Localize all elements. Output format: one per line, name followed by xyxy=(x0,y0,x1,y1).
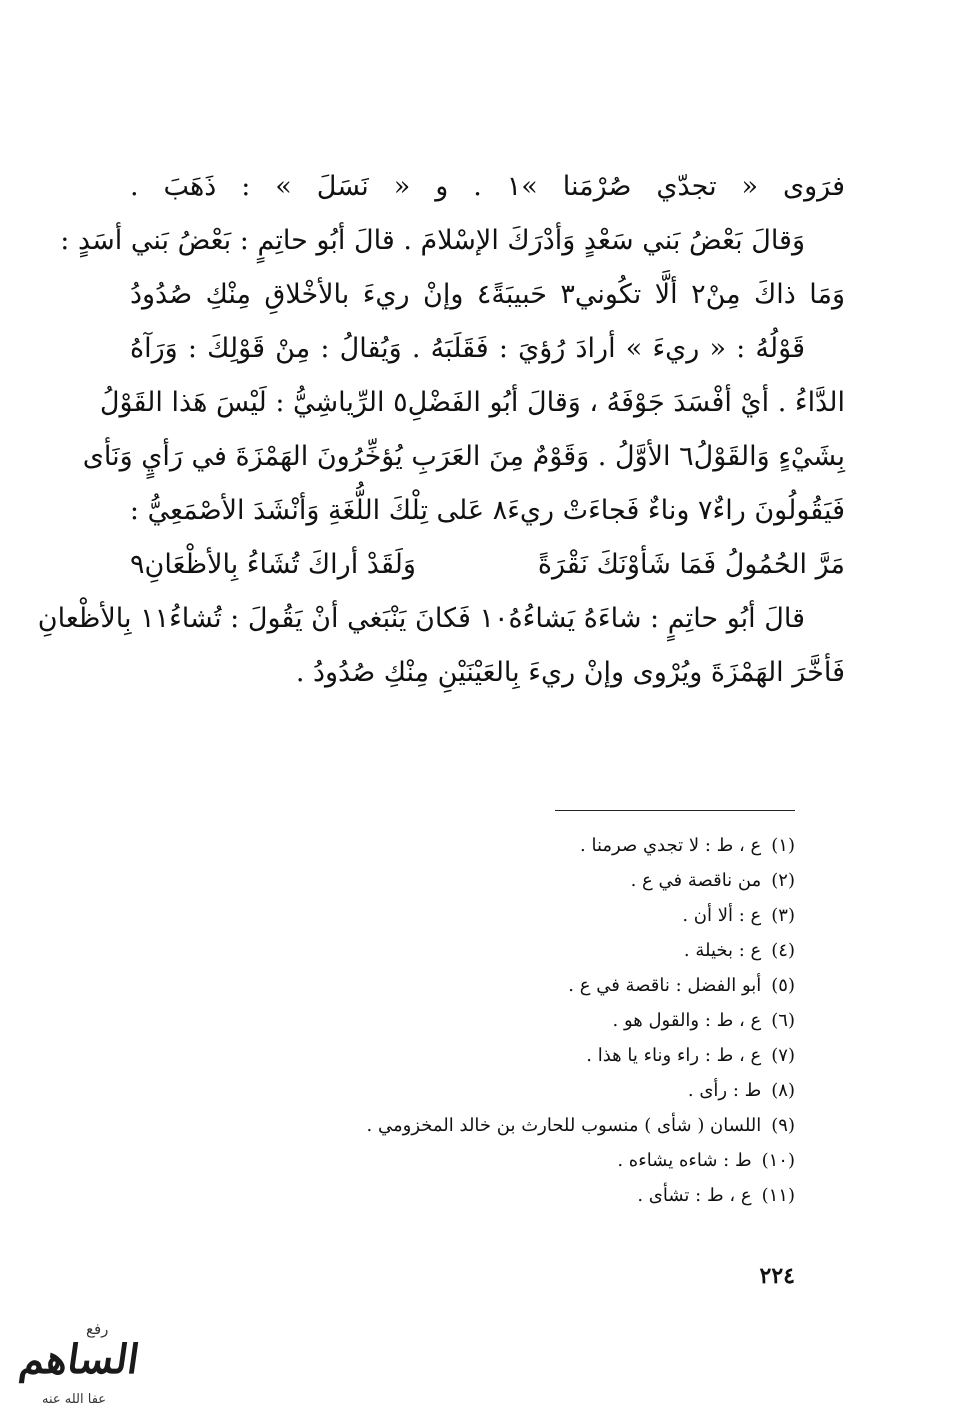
verse-second-hemistich: وَلَقَدْ أراكَ تُشَاءُ بِالأظْعَانِ٩ xyxy=(130,549,416,580)
footnote-text: ع ، ط : راء وناء يا هذا . xyxy=(586,1045,762,1066)
footnote-number: (٧) xyxy=(771,1045,795,1066)
footnote-number: (٤) xyxy=(771,940,795,961)
footnote xyxy=(175,1073,795,1108)
text-line-2: وَقالَ بَعْضُ بَني سَعْدٍ وَأدْرَكَ الإسْلامَ . قالَ أبُو حاتِمٍ : بَعْضُ بَني أسَدٍ : xyxy=(60,225,805,256)
text-line-6: بِشَيْءٍ وَالقَوْلُ٦ الأوَّلُ . وَقَوْمٌ مِنَ العَرَبِ يُؤخِّرُونَ الهَمْزَةَ في رَأيٍ وَنَأى xyxy=(82,441,845,472)
footnote-number: (١١) xyxy=(761,1185,795,1206)
footnote xyxy=(175,828,795,863)
footnote-text: ع ، ط : تشأى . xyxy=(637,1185,752,1206)
text-line-3: وَمَا ذاكَ مِنْ٢ ألَّا تكُوني٣ حَبيبَةً٤ وإنْ ريءَ بالأخْلاقِ مِنْكِ صُدُودُ xyxy=(130,279,845,310)
footnote-text: اللسان ( شأى ) منسوب للحارث بن خالد المخزومي . xyxy=(366,1115,762,1136)
footnote-text: ع ، ط : والقول هو . xyxy=(612,1010,762,1031)
footnote-text: ع : بخيلة . xyxy=(683,940,762,961)
footnote-number: (٢) xyxy=(771,870,795,891)
footnote-text: من ناقصة في ع . xyxy=(630,870,762,891)
footnote-text: ع : ألا أن . xyxy=(682,905,762,926)
footnotes xyxy=(175,828,795,1213)
footnote-separator xyxy=(555,810,795,811)
footnote-text: ع ، ط : لا تجدي صرمنا . xyxy=(580,835,762,856)
main-text xyxy=(37,160,845,700)
watermark-top-text: رفع xyxy=(86,1320,109,1338)
footnote xyxy=(175,1143,795,1178)
footnote-number: (٥) xyxy=(771,975,795,996)
watermark-logo xyxy=(12,1318,162,1418)
footnote-text: ط : شاءه يشاءه . xyxy=(617,1150,752,1171)
footnote xyxy=(175,1003,795,1038)
text-line-5: الدَّاءُ . أيْ أفْسَدَ جَوْفَهُ ، وَقالَ أبُو الفَضْلِ٥ الرِّياشِيُّ : لَيْسَ هَذا القَوْلُ xyxy=(99,387,845,418)
footnote-number: (٦) xyxy=(771,1010,795,1031)
poetry-verse xyxy=(130,538,845,592)
footnote-number: (٣) xyxy=(771,905,795,926)
watermark-main-text: الساهم xyxy=(16,1336,143,1383)
text-line-9: قالَ أبُو حاتِمٍ : شاءَهُ يَشاءُهُ١٠ فَكانَ يَنْبَغي أنْ يَقُولَ : تُشاءُ١١ بِالأظْعانِ xyxy=(37,603,805,634)
verse-first-hemistich: مَرَّ الحُمُولُ فَمَا شَأوْنَكَ نَقْرَةً xyxy=(537,549,845,580)
footnote xyxy=(175,863,795,898)
text-line-10: فَأخَّرَ الهَمْزَةَ ويُرْوى وإنْ ريءَ بِالعَيْنَيْنِ مِنْكِ صُدُودُ . xyxy=(295,657,845,688)
footnote-number: (٨) xyxy=(771,1080,795,1101)
page-number: ٢٢٤ xyxy=(759,1263,795,1289)
footnote xyxy=(175,1178,795,1213)
footnote xyxy=(175,968,795,1003)
footnote-text: أبو الفضل : ناقصة في ع . xyxy=(568,975,762,996)
footnote xyxy=(175,898,795,933)
text-line-1: فرَوى « تجدّي صُرْمَنا »١ . و « نَسَلَ » : ذَهَبَ . xyxy=(130,171,845,202)
footnote xyxy=(175,1108,795,1143)
text-line-4: قَوْلُهُ : « ريءَ » أرادَ رُؤيَ : فَقَلَبَهُ . وَيُقالُ : مِنْ قَوْلِكَ : وَرَآهُ xyxy=(130,333,805,364)
footnote-text: ط : رأى . xyxy=(687,1080,762,1101)
footnote-number: (١٠) xyxy=(761,1150,795,1171)
footnote-number: (٩) xyxy=(771,1115,795,1136)
watermark-sub-text: عفا الله عنه xyxy=(42,1392,107,1407)
text-line-7: فَيَقُولُونَ راءٌ٧ وناءٌ فَجاءَتْ ريءَ٨ عَلى تِلْكَ اللُّغَةِ وَأنْشَدَ الأصْمَعِيُّ : xyxy=(129,495,845,526)
footnote xyxy=(175,933,795,968)
footnote xyxy=(175,1038,795,1073)
footnote-number: (١) xyxy=(771,835,795,856)
